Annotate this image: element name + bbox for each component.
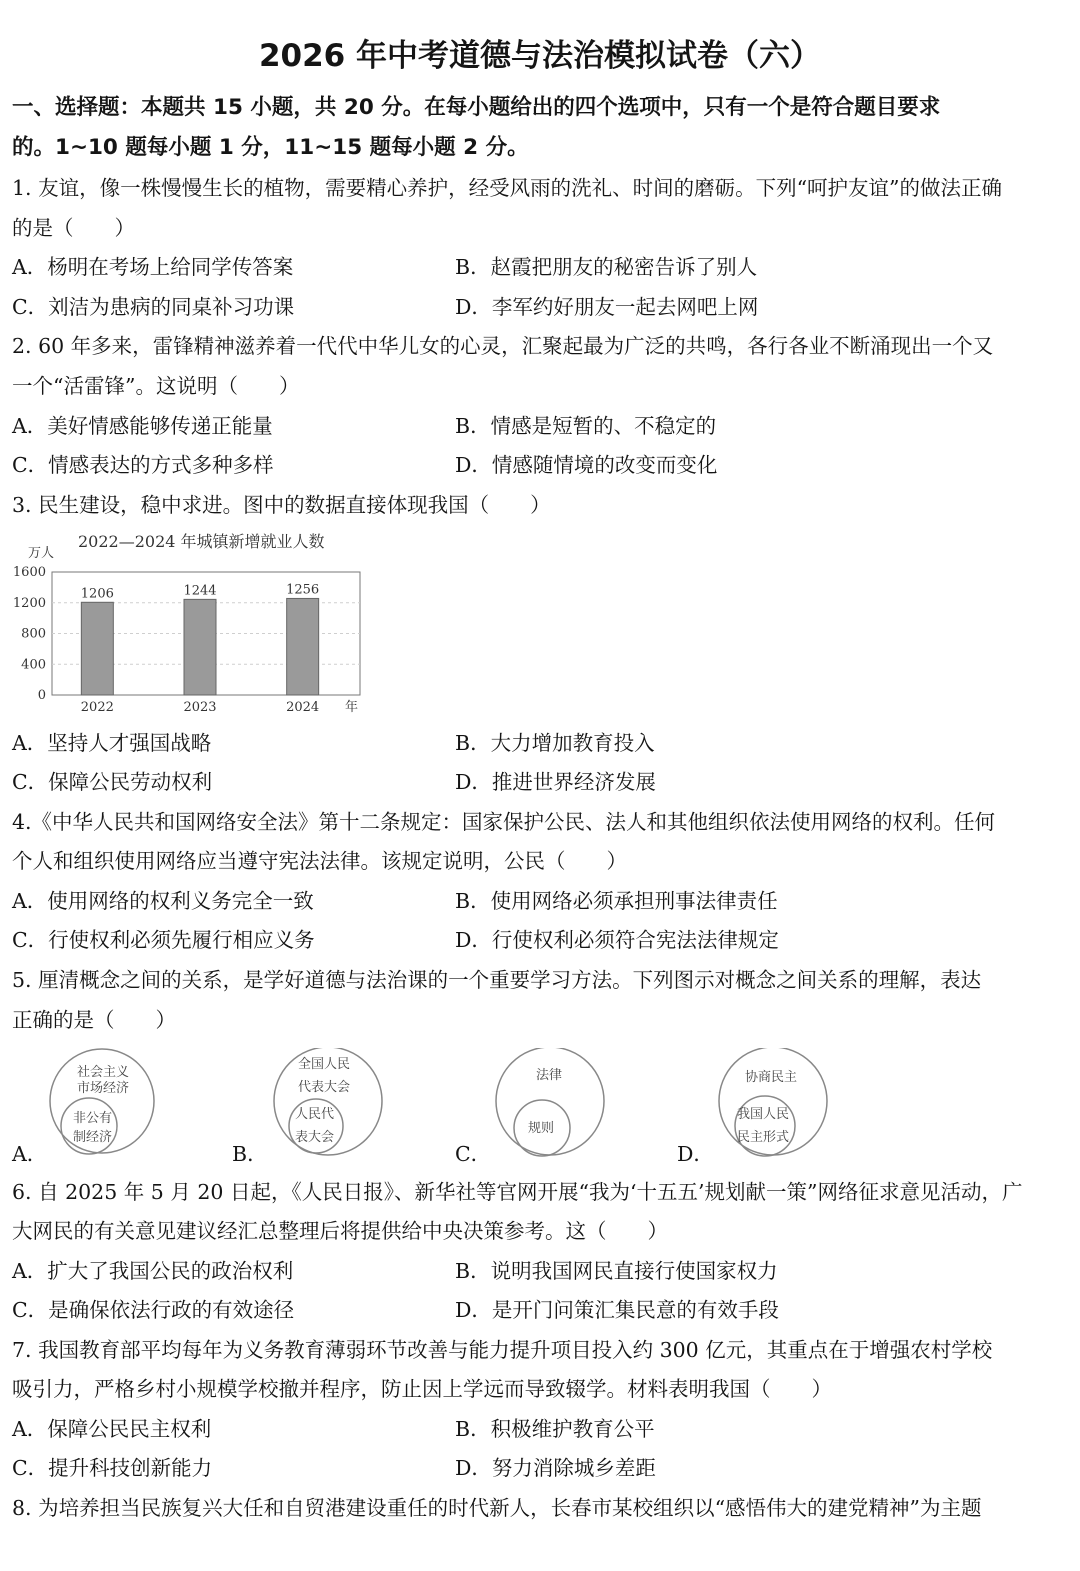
diagram-b-inner-label-1: 人民代	[295, 1107, 335, 1122]
question-5-stem-line-1: 5. 厘清概念之间的关系，是学好道德与法治课的一个重要学习方法。下列图示对概念之间关系的理解，表达	[12, 968, 982, 992]
diagram-a-inner-label-1: 非公有	[73, 1111, 113, 1126]
diagram-c-inner-label: 规则	[528, 1121, 555, 1136]
question-8-stem-line-1: 8. 为培养担当民族复兴大任和自贸港建设重任的时代新人，长春市某校组织以“感悟伟大的建党精神”为主题	[12, 1496, 982, 1520]
diagram-d	[713, 1048, 863, 1158]
question-1-option-b[interactable]: B．赵霞把朋友的秘密告诉了别人	[455, 255, 758, 279]
chart-y-tick-label: 1600	[12, 565, 46, 580]
diagram-a-outer-label-1: 社会主义	[77, 1065, 130, 1080]
diagram-c	[490, 1048, 640, 1158]
question-7-option-d[interactable]: D．努力消除城乡差距	[455, 1456, 656, 1480]
chart-y-tick-label: 1200	[12, 595, 46, 611]
question-2-option-d[interactable]: D．情感随情境的改变而变化	[455, 453, 718, 477]
diagram-b-inner-label-2: 表大会	[295, 1130, 335, 1145]
question-4-option-d[interactable]: D．行使权利必须符合宪法法律规定	[455, 928, 779, 952]
question-6-option-b[interactable]: B．说明我国网民直接行使国家权力	[455, 1259, 778, 1283]
question-3-option-a[interactable]: A．坚持人才强国战略	[12, 731, 212, 755]
diagram-a-inner-circle	[61, 1098, 117, 1154]
chart-data-label-2024: 1256	[286, 582, 320, 598]
question-1-stem-line-2: 的是（ ）	[12, 216, 135, 240]
diagram-d-inner-label-1: 我国人民	[737, 1107, 790, 1122]
chart-x-tick-labels	[81, 700, 319, 715]
diagram-c-letter[interactable]: C．	[455, 1142, 492, 1166]
chart-y-axis-label: 万人	[28, 546, 55, 561]
question-4-option-b[interactable]: B．使用网络必须承担刑事法律责任	[455, 889, 778, 913]
question-4-option-c[interactable]: C．行使权利必须先履行相应义务	[12, 928, 315, 952]
chart-data-label-2023: 1244	[183, 583, 217, 599]
page-title: 2026 年中考道德与法治模拟试卷（六）	[258, 38, 822, 74]
question-5-stem-line-2: 正确的是（ ）	[12, 1008, 176, 1032]
diagram-a-inner-label-2: 制经济	[73, 1130, 113, 1145]
question-4-stem-line-2: 个人和组织使用网络应当遵守宪法法律。该规定说明，公民（ ）	[12, 849, 627, 873]
question-4-option-a[interactable]: A．使用网络的权利义务完全一致	[12, 889, 314, 913]
diagram-b	[268, 1048, 418, 1158]
chart-data-label-2022: 1206	[80, 586, 114, 602]
diagram-d-inner-circle	[735, 1096, 795, 1156]
question-3-stem: 3. 民生建设，稳中求进。图中的数据直接体现我国（ ）	[12, 493, 551, 517]
question-6-option-c[interactable]: C．是确保依法行政的有效途径	[12, 1298, 295, 1322]
question-1-stem-line-1: 1. 友谊，像一株慢慢生长的植物，需要精心养护，经受风雨的洗礼、时间的磨砺。下列“呵护友谊”的做法正确	[12, 176, 1003, 200]
question-6-stem-line-2: 大网民的有关意见建议经汇总整理后将提供给中央决策参考。这（ ）	[12, 1219, 668, 1243]
question-3-option-c[interactable]: C．保障公民劳动权利	[12, 770, 213, 794]
question-1-option-a[interactable]: A．杨明在考场上给同学传答案	[12, 255, 294, 279]
question-2-option-b[interactable]: B．情感是短暂的、不稳定的	[455, 414, 717, 438]
question-4-stem-line-1: 4.《中华人民共和国网络安全法》第十二条规定：国家保护公民、法人和其他组织依法使用网络的权利。任何	[12, 810, 996, 834]
diagram-d-letter[interactable]: D．	[677, 1142, 714, 1166]
question-7-stem-line-1: 7. 我国教育部平均每年为义务教育薄弱环节改善与能力提升项目投入约 300 亿元，其重点在于增强农村学校	[12, 1338, 993, 1362]
chart-bar-2022	[81, 602, 113, 695]
chart-bar-2024	[287, 598, 319, 695]
question-3-option-b[interactable]: B．大力增加教育投入	[455, 731, 655, 755]
diagram-c-outer-label: 法律	[536, 1068, 563, 1083]
question-2-option-a[interactable]: A．美好情感能够传递正能量	[12, 414, 273, 438]
question-7-option-a[interactable]: A．保障公民民主权利	[12, 1417, 212, 1441]
diagram-a-outer-label-2: 市场经济	[77, 1081, 130, 1096]
chart-bars	[81, 582, 319, 695]
question-7-option-c[interactable]: C．提升科技创新能力	[12, 1456, 213, 1480]
chart-x-tick-2022: 2022	[80, 700, 114, 715]
question-2-option-c[interactable]: C．情感表达的方式多种多样	[12, 453, 274, 477]
diagram-b-outer-label-1: 全国人民	[298, 1057, 351, 1072]
chart-x-tick-2024: 2024	[286, 700, 320, 715]
diagram-b-outer-label-2: 代表大会	[298, 1080, 351, 1095]
question-1-option-c[interactable]: C．刘洁为患病的同桌补习功课	[12, 295, 295, 319]
chart-y-ticks	[13, 565, 46, 703]
chart-y-tick-label: 0	[37, 688, 46, 703]
question-6-option-d[interactable]: D．是开门问策汇集民意的有效手段	[455, 1298, 779, 1322]
chart-x-axis-label: 年	[345, 700, 359, 715]
question-6-option-a[interactable]: A．扩大了我国公民的政治权利	[12, 1259, 294, 1283]
question-2-stem-line-2: 一个“活雷锋”。这说明（ ）	[12, 374, 300, 398]
chart-title: 2022—2024 年城镇新增就业人数	[78, 532, 325, 551]
question-7-option-b[interactable]: B．积极维护教育公平	[455, 1417, 655, 1441]
question-2-stem-line-1: 2. 60 年多来，雷锋精神滋养着一代代中华儿女的心灵，汇聚起最为广泛的共鸣，各行各业不断涌现出一个又	[12, 334, 994, 358]
diagram-a	[45, 1048, 195, 1158]
question-3-option-d[interactable]: D．推进世界经济发展	[455, 770, 656, 794]
diagram-d-inner-label-2: 民主形式	[737, 1130, 790, 1145]
question-6-stem-line-1: 6. 自 2025 年 5 月 20 日起，《人民日报》、新华社等官网开展“我为‘十五五’规划献一策”网络征求意见活动，广	[12, 1180, 1023, 1204]
diagram-d-outer-label: 协商民主	[745, 1070, 798, 1085]
diagram-b-letter[interactable]: B．	[232, 1142, 268, 1166]
chart-y-tick-label: 800	[21, 626, 46, 642]
section-heading-line-2: 的。1~10 题每小题 1 分，11~15 题每小题 2 分。	[12, 135, 529, 160]
chart-y-tick-label: 400	[21, 657, 46, 673]
employment-bar-chart	[10, 525, 370, 725]
chart-bar-2023	[184, 599, 216, 695]
question-1-option-d[interactable]: D．李军约好朋友一起去网吧上网	[455, 295, 759, 319]
question-7-stem-line-2: 吸引力，严格乡村小规模学校撤并程序，防止因上学远而导致辍学。材料表明我国（ ）	[12, 1377, 832, 1401]
chart-x-tick-2023: 2023	[183, 700, 217, 715]
diagram-a-letter[interactable]: A．	[12, 1142, 48, 1166]
section-heading-line-1: 一、选择题：本题共 15 小题，共 20 分。在每小题给出的四个选项中，只有一个是符合题目要求	[12, 95, 941, 120]
